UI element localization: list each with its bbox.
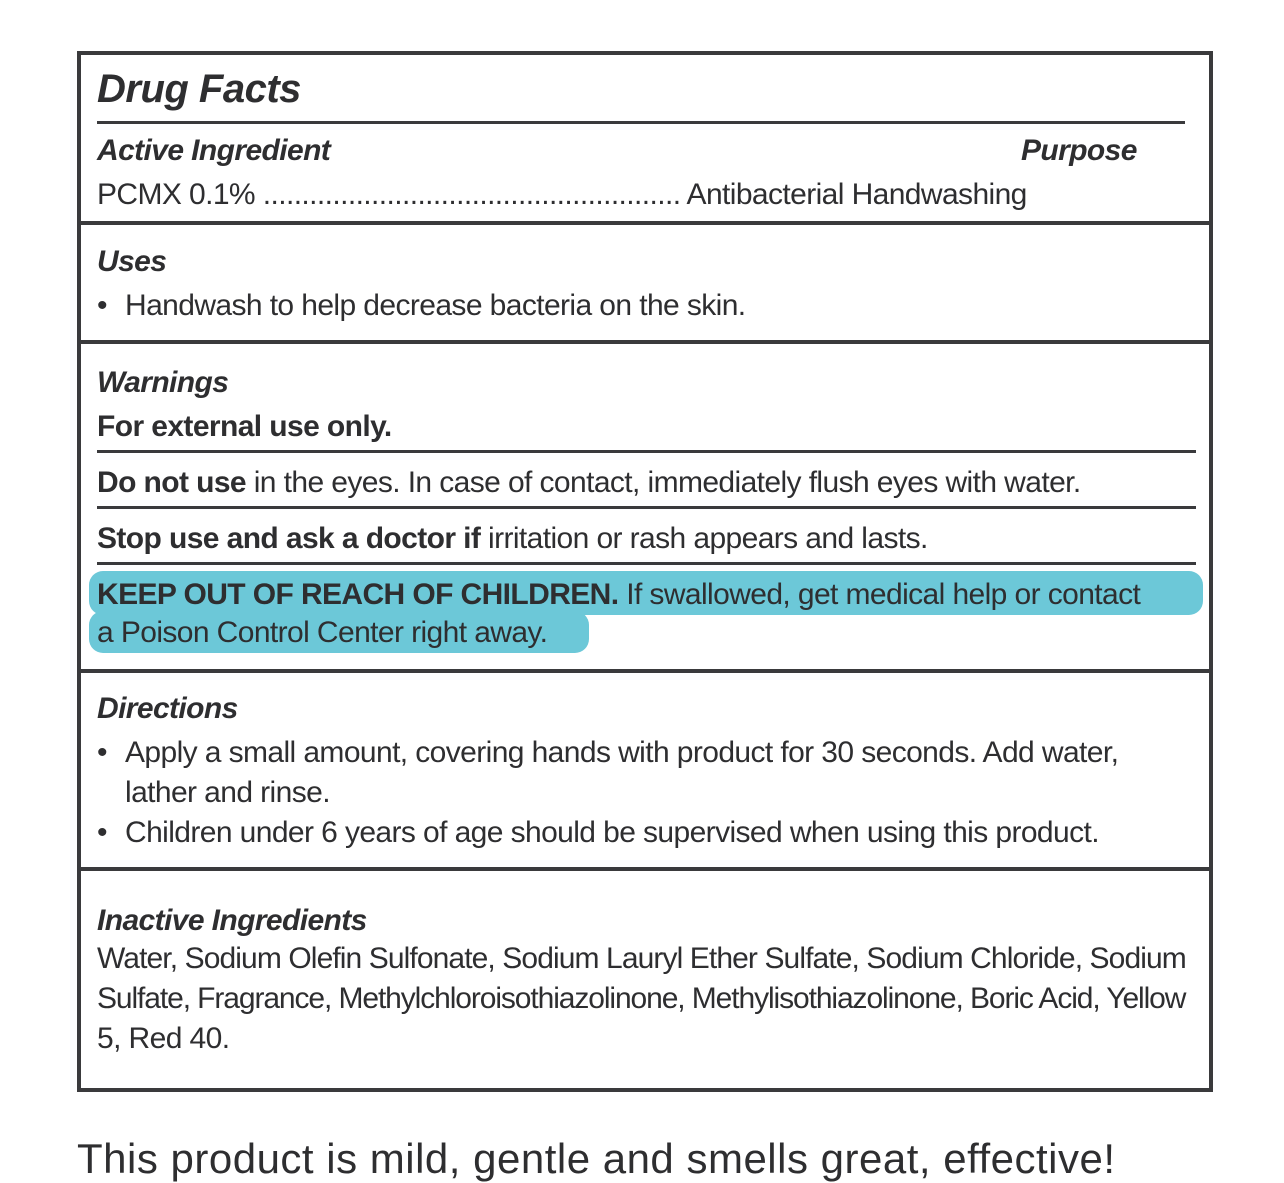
stop-use-text: irritation or rash appears and lasts.: [480, 522, 928, 555]
do-not-use-label: Do not use: [97, 466, 246, 499]
directions-item-1: [97, 733, 1118, 773]
do-not-use-warning: [97, 463, 1081, 503]
inactive-ingredients-line2: Sulfate, Fragrance, Methylchloroisothiazolinone, Methylisothiazolinone, Boric Acid, Yellow: [97, 982, 1186, 1015]
active-ingredient-row: [97, 175, 1027, 215]
active-ingredient-heading: Active Ingredient: [97, 134, 331, 167]
directions-item-2-text: Children under 6 years of age should be supervised when using this product.: [125, 816, 1099, 849]
dot-leader: ......................................................: [262, 178, 681, 211]
section-divider-warnings: [81, 669, 1209, 673]
keep-out-warning-line1: [97, 575, 1140, 615]
keep-out-label: KEEP OUT OF REACH OF CHILDREN.: [97, 578, 619, 611]
ingredient-purpose: Antibacterial Handwashing: [686, 178, 1027, 211]
warnings-divider-3: [97, 562, 1196, 565]
drug-facts-panel: [77, 51, 1213, 1092]
uses-item: [97, 286, 746, 326]
section-divider-uses: [81, 340, 1209, 344]
ingredient-name: PCMX 0.1%: [97, 178, 255, 211]
directions-heading: Directions: [97, 692, 238, 725]
bullet-icon: •: [97, 816, 107, 849]
do-not-use-text: in the eyes. In case of contact, immediately flush eyes with water.: [246, 466, 1081, 499]
bullet-icon: •: [97, 736, 107, 769]
directions-item-1-line1: Apply a small amount, covering hands with product for 30 seconds. Add water,: [125, 736, 1119, 769]
title-divider: [97, 121, 1185, 124]
purpose-heading: Purpose: [1021, 134, 1137, 167]
keep-out-text-1: If swallowed, get medical help or contact: [618, 578, 1141, 611]
inactive-ingredients-line1: Water, Sodium Olefin Sulfonate, Sodium Lauryl Ether Sulfate, Sodium Chloride, Sodium: [97, 942, 1186, 975]
section-divider-active: [81, 221, 1209, 225]
inactive-ingredients-line3: 5, Red 40.: [97, 1022, 230, 1055]
warnings-divider-1: [97, 450, 1196, 453]
bullet-icon: •: [97, 289, 107, 322]
uses-heading: Uses: [97, 245, 167, 278]
stop-use-label: Stop use and ask a doctor if: [97, 522, 481, 555]
keep-out-text-2: a Poison Control Center right away.: [97, 616, 548, 649]
external-use-warning: For external use only.: [97, 410, 392, 443]
drug-facts-title: Drug Facts: [97, 67, 301, 111]
cropped-footer-text: This product is mild, gentle and smells great, effective!: [77, 1135, 1116, 1182]
warnings-heading: Warnings: [97, 366, 229, 399]
directions-item-1-line2: lather and rinse.: [125, 776, 330, 809]
stop-use-warning: [97, 519, 928, 559]
uses-item-text: Handwash to help decrease bacteria on the skin.: [125, 289, 746, 322]
warnings-divider-2: [97, 506, 1196, 509]
section-divider-directions: [81, 867, 1209, 871]
inactive-ingredients-heading: Inactive Ingredients: [97, 904, 367, 937]
directions-item-2: [97, 813, 1099, 853]
